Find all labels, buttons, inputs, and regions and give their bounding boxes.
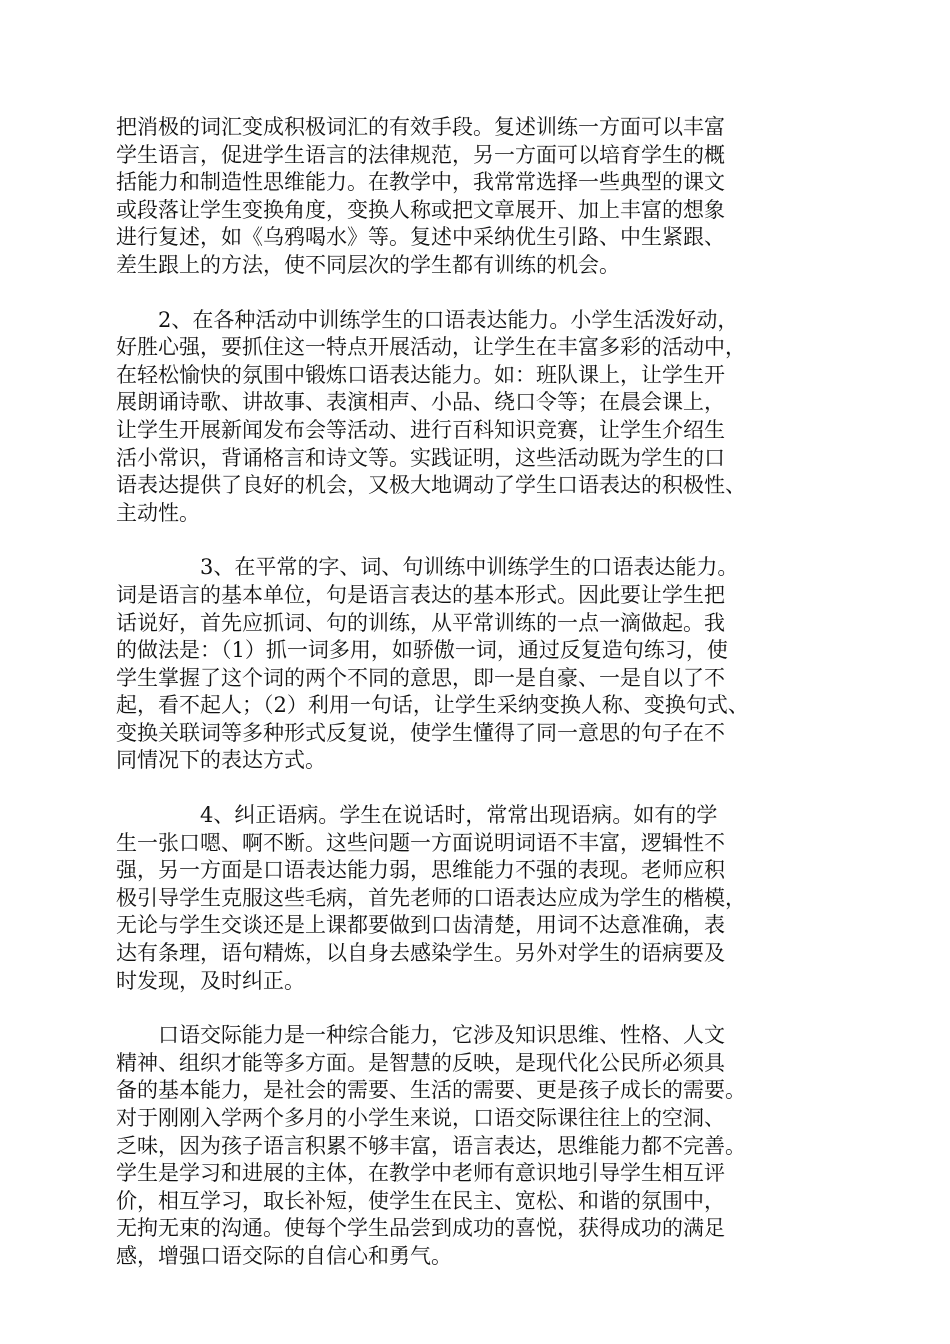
text-line: 价，相互学习，取长补短，使学生在民主、宽松、和谐的氛围中，	[116, 1188, 725, 1213]
text-line: 差生跟上的方法，使不同层次的学生都有训练的机会。	[116, 252, 620, 277]
text-line: 同情况下的表达方式。	[116, 748, 326, 773]
text-line: 无论与学生交谈还是上课都要做到口齿清楚，用词不达意准确，表	[116, 913, 725, 938]
text-line: 学生掌握了这个词的两个不同的意思，即一是自豪、一是自以了不	[116, 665, 725, 690]
text-line: 精神、组织才能等多方面。是智慧的反映，是现代化公民所必须具	[116, 1050, 725, 1075]
text-line: 词是语言的基本单位，句是语言表达的基本形式。因此要让学生把	[116, 582, 725, 607]
text-line: 的做法是：（1）抓一词多用，如骄傲一词，通过反复造句练习，使	[116, 638, 728, 663]
paragraph-2	[116, 307, 836, 528]
text-line: 展朗诵诗歌、讲故事、表演相声、小品、绕口令等；在晨会课上，	[116, 390, 725, 415]
text-line: 话说好，首先应抓词、句的训练，从平常训练的一点一滴做起。我	[116, 610, 725, 635]
paragraph-spacer	[116, 995, 836, 1022]
text-line: 无拘无束的沟通。使每个学生品尝到成功的喜悦，获得成功的满足	[116, 1216, 725, 1241]
text-line: 或段落让学生变换角度，变换人称或把文章展开、加上丰富的想象	[116, 197, 725, 222]
paragraph-1	[116, 114, 836, 280]
paragraph-spacer	[116, 775, 836, 802]
text-line: 让学生开展新闻发布会等活动、进行百科知识竞赛，让学生介绍生	[116, 417, 725, 442]
text-line: 强，另一方面是口语表达能力弱，思维能力不强的表现。老师应积	[116, 858, 725, 883]
text-line: 语表达提供了良好的机会，又极大地调动了学生口语表达的积极性、	[116, 473, 746, 498]
text-line: 时发现，及时纠正。	[116, 968, 305, 993]
text-line: 变换关联词等多种形式反复说，使学生懂得了同一意思的句子在不	[116, 720, 725, 745]
paragraph-spacer	[116, 280, 836, 307]
text-line: 学生语言，促进学生语言的法律规范，另一方面可以培育学生的概	[116, 142, 725, 167]
text-line: 主动性。	[116, 500, 200, 525]
text-line: 达有条理，语句精炼，以自身去感染学生。另外对学生的语病要及	[116, 941, 725, 966]
text-line: 口语交际能力是一种综合能力，它涉及知识思维、性格、人文	[116, 1023, 725, 1048]
text-line: 备的基本能力，是社会的需要、生活的需要、更是孩子成长的需要。	[116, 1078, 746, 1103]
text-line: 2、在各种活动中训练学生的口语表达能力。小学生活泼好动，	[116, 307, 739, 332]
text-line: 极引导学生克服这些毛病，首先老师的口语表达应成为学生的楷模，	[116, 885, 746, 910]
paragraph-3	[116, 554, 836, 775]
paragraph-5	[116, 1022, 836, 1270]
text-line: 在轻松愉快的氛围中锻炼口语表达能力。如：班队课上，让学生开	[116, 362, 725, 387]
text-line: 进行复述，如《乌鸦喝水》等。复述中采纳优生引路、中生紧跟、	[116, 225, 725, 250]
paragraph-spacer	[116, 527, 836, 554]
text-line: 把消极的词汇变成积极词汇的有效手段。复述训练一方面可以丰富	[116, 115, 725, 139]
text-line: 4、纠正语病。学生在说话时，常常出现语病。如有的学	[116, 803, 718, 828]
document-body	[116, 114, 836, 1271]
text-line: 学生是学习和进展的主体，在教学中老师有意识地引导学生相互评	[116, 1161, 725, 1186]
text-line: 感，增强口语交际的自信心和勇气。	[116, 1243, 452, 1268]
paragraph-4	[116, 802, 836, 995]
text-line: 乏味，因为孩子语言积累不够丰富，语言表达，思维能力都不完善。	[116, 1133, 746, 1158]
text-line: 3、在平常的字、词、句训练中训练学生的口语表达能力。	[116, 555, 739, 580]
text-line: 起，看不起人；（2）利用一句话，让学生采纳变换人称、变换句式、	[116, 693, 749, 718]
text-line: 好胜心强，要抓住这一特点开展活动，让学生在丰富多彩的活动中，	[116, 335, 746, 360]
text-line: 对于刚刚入学两个多月的小学生来说，口语交际课往往上的空洞、	[116, 1106, 725, 1130]
text-line: 括能力和制造性思维能力。在教学中，我常常选择一些典型的课文	[116, 170, 725, 195]
text-line: 生一张口嗯、啊不断。这些问题一方面说明词语不丰富，逻辑性不	[116, 830, 725, 855]
text-line: 活小常识，背诵格言和诗文等。实践证明，这些活动既为学生的口	[116, 445, 725, 470]
